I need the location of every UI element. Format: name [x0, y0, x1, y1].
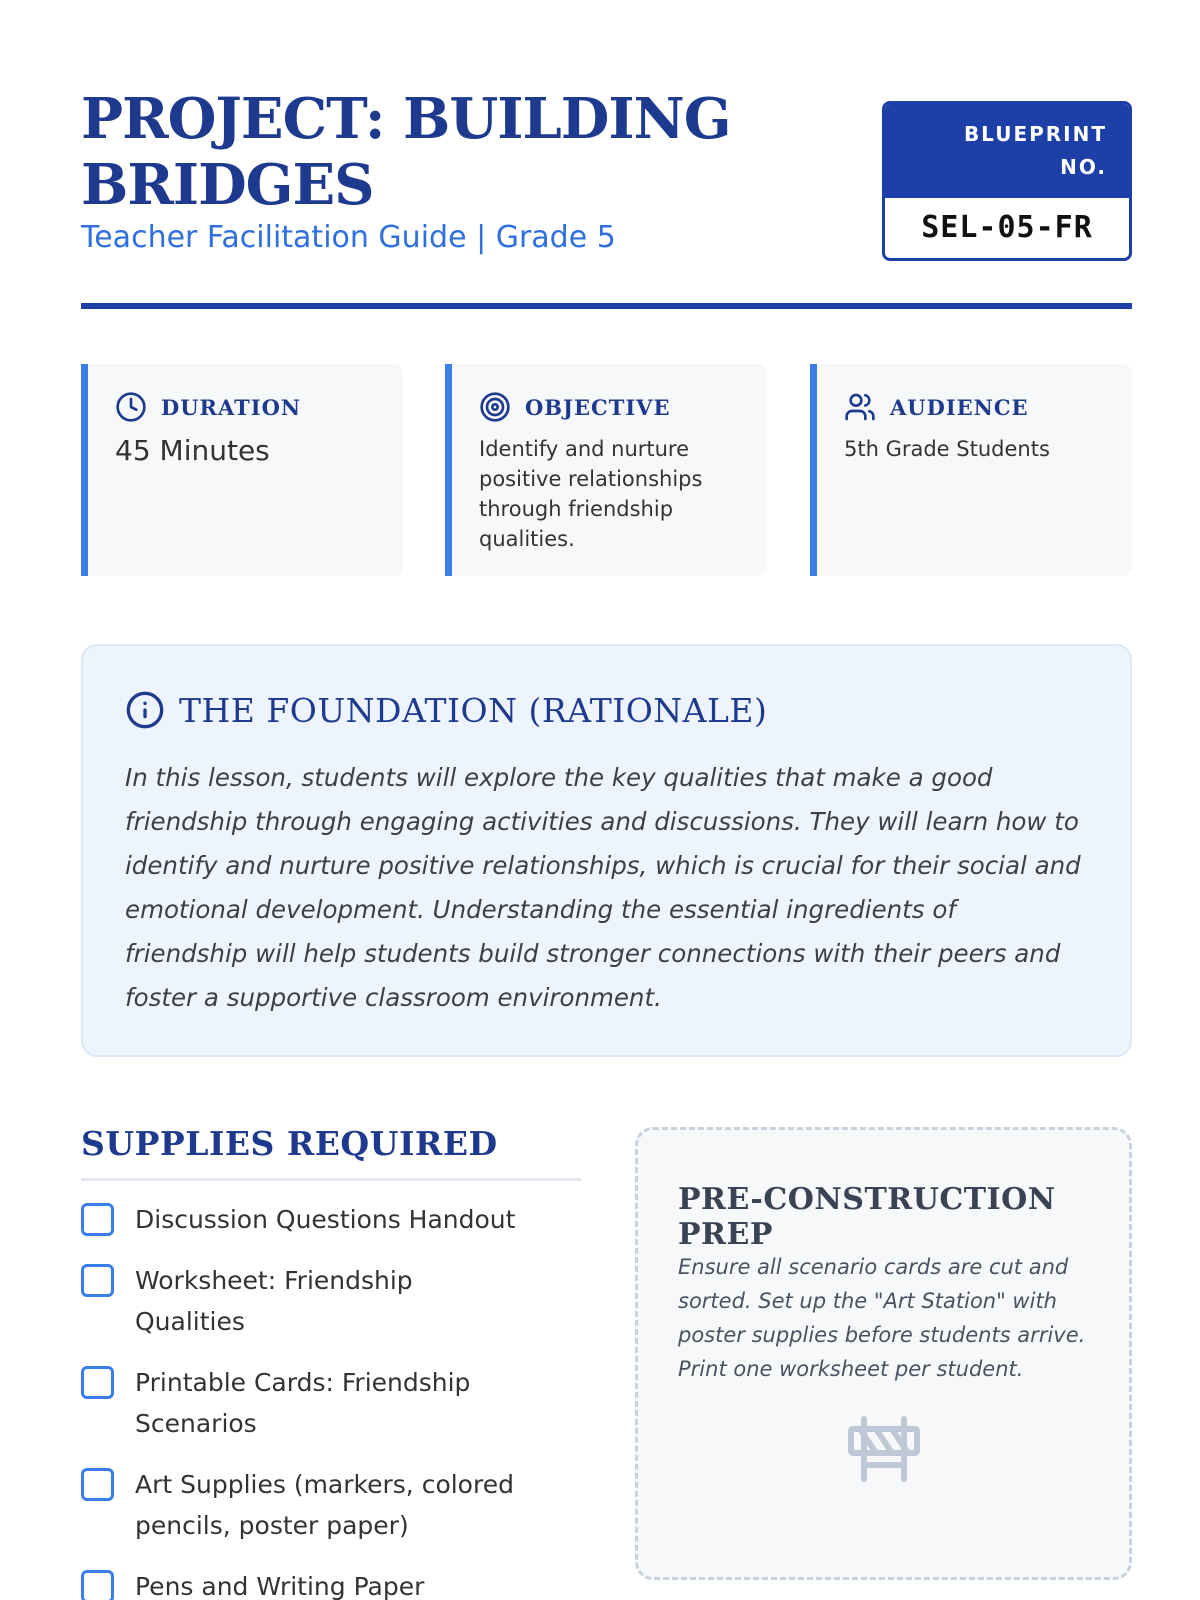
info-icon [125, 690, 165, 730]
card-label: DURATION [161, 394, 302, 420]
supply-checkbox[interactable] [81, 1468, 114, 1501]
card-objective [445, 364, 767, 576]
supply-item [81, 1566, 581, 1600]
supply-checkbox[interactable] [81, 1570, 114, 1600]
supply-label: Discussion Questions Handout [135, 1205, 516, 1234]
prep-panel [635, 1127, 1132, 1580]
page-header [81, 86, 1132, 308]
card-duration [81, 364, 403, 576]
blueprint-label: BLUEPRINT NO. [885, 104, 1129, 198]
supply-item [81, 1260, 581, 1342]
supply-label: Pens and Writing Paper [135, 1572, 425, 1600]
prep-body: Ensure all scenario cards are cut and sorted. Set up the "Art Station" with poster supplies before students arrive. Print one worksheet per student. [678, 1255, 1086, 1381]
users-icon [844, 391, 876, 423]
supplies-title: SUPPLIES REQUIRED [81, 1124, 498, 1163]
prep-title: PRE-CONSTRUCTION PREP [678, 1182, 1056, 1252]
supply-item [81, 1199, 581, 1240]
card-audience [810, 364, 1132, 576]
supply-item [81, 1464, 581, 1546]
card-value: 5th Grade Students [844, 437, 1050, 461]
supply-label: Worksheet: Friendship Qualities [135, 1266, 413, 1336]
supplies-list [81, 1199, 581, 1600]
supply-checkbox[interactable] [81, 1203, 114, 1236]
target-icon [479, 391, 511, 423]
page-title: PROJECT: BUILDING BRIDGES [81, 86, 731, 218]
clock-icon [115, 391, 147, 423]
header-divider [81, 303, 1132, 309]
supply-item [81, 1362, 581, 1444]
card-label: AUDIENCE [890, 394, 1029, 420]
page-subtitle: Teacher Facilitation Guide | Grade 5 [81, 220, 616, 255]
card-label: OBJECTIVE [525, 394, 671, 420]
card-value: Identify and nurture positive relationships through friendship qualities. [479, 437, 703, 551]
supply-label: Printable Cards: Friendship Scenarios [135, 1368, 471, 1438]
blueprint-badge [882, 101, 1132, 261]
supplies-divider [81, 1178, 581, 1181]
foundation-panel [81, 644, 1132, 1057]
supply-checkbox[interactable] [81, 1264, 114, 1297]
card-value: 45 Minutes [115, 434, 270, 467]
foundation-title: THE FOUNDATION (RATIONALE) [179, 690, 768, 730]
foundation-body: In this lesson, students will explore the key qualities that make a good friendship through engaging activities and discussions. They will learn how to identify and nurture positive relationships, which is crucial for their social and emotional development. Understanding the essential ingredients of friendship will help students build stronger connections with their peers and foster a supportive classroom environment. [125, 763, 1081, 1012]
info-cards [81, 364, 1132, 576]
supply-checkbox[interactable] [81, 1366, 114, 1399]
blueprint-code: SEL-05-FR [921, 210, 1093, 245]
road-barrier-icon [846, 1415, 922, 1485]
supply-label: Art Supplies (markers, colored pencils, poster paper) [135, 1470, 514, 1540]
supplies-section [81, 1124, 581, 1600]
